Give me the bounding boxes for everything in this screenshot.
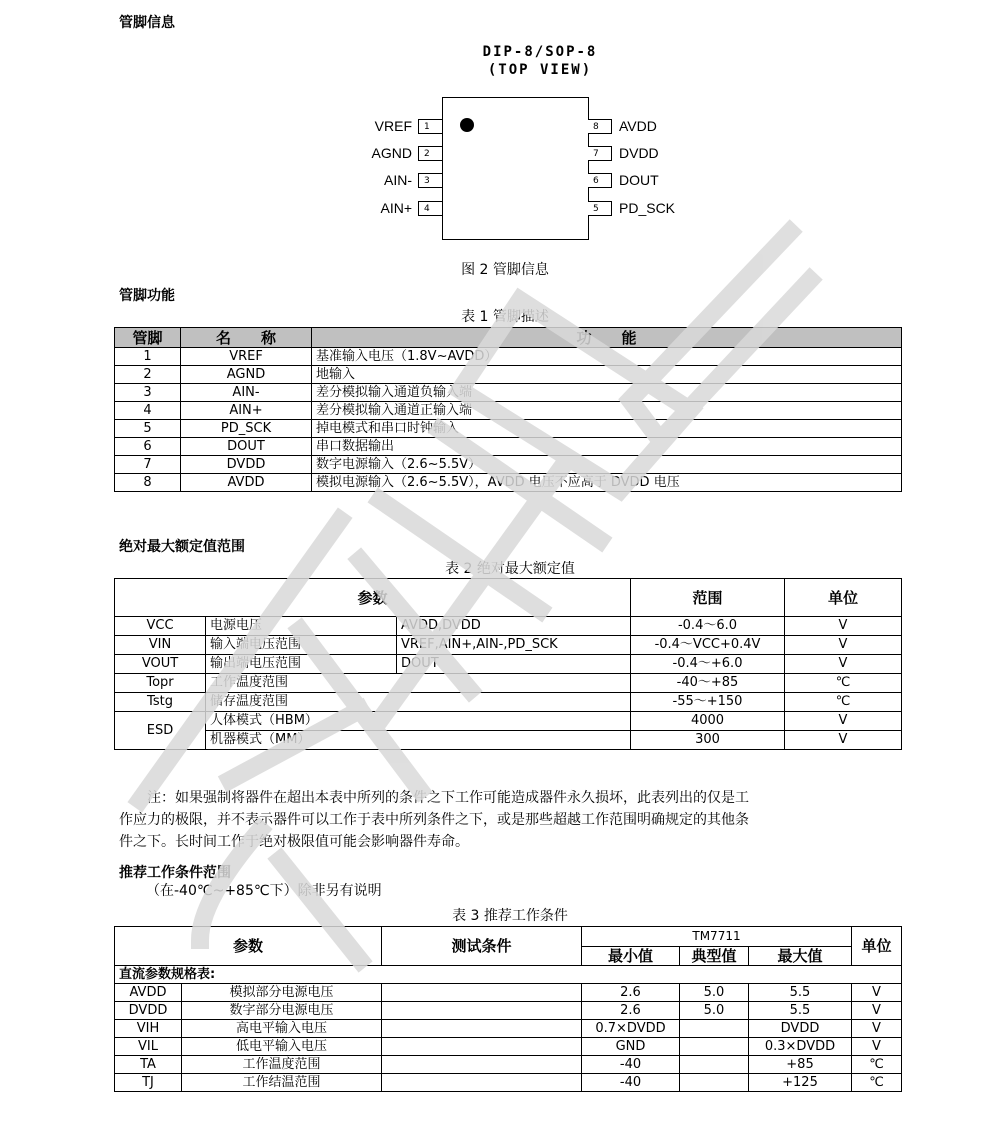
cell-name: AVDD bbox=[181, 474, 312, 492]
cell-description: 高电平输入电压 bbox=[182, 1020, 382, 1038]
cell-pins: AVDD,DVDD bbox=[397, 617, 631, 636]
cell-typ bbox=[680, 1056, 749, 1074]
cell-unit: V bbox=[785, 636, 902, 655]
table-row bbox=[115, 1002, 902, 1020]
table-row bbox=[115, 366, 902, 384]
absolute-max-ratings-table bbox=[114, 578, 902, 750]
cell-unit: V bbox=[785, 617, 902, 636]
cell-function: 数字电源输入（2.6~5.5V） bbox=[312, 456, 902, 474]
pin-label-ain-minus: AIN- bbox=[384, 172, 412, 188]
table-row bbox=[115, 348, 902, 366]
cell-unit: V bbox=[852, 1038, 902, 1056]
header-typ: 典型值 bbox=[680, 946, 749, 966]
cell-min: -40 bbox=[582, 1074, 680, 1092]
table-row bbox=[115, 655, 902, 674]
cell-unit: V bbox=[785, 655, 902, 674]
cell-pin: 7 bbox=[115, 456, 181, 474]
cell-range: -0.4～VCC+0.4V bbox=[631, 636, 785, 655]
cell-description: 输出端电压范围 bbox=[206, 655, 397, 674]
cell-symbol: TA bbox=[115, 1056, 182, 1074]
cell-function: 串口数据输出 bbox=[312, 438, 902, 456]
cell-range: 300 bbox=[631, 731, 785, 750]
cell-max: +125 bbox=[749, 1074, 852, 1092]
note-line-3: 件之下。长时间工作于绝对极限值可能会影响器件寿命。 bbox=[119, 834, 469, 850]
table-row bbox=[115, 617, 902, 636]
table1-caption: 表 1 管脚描述 bbox=[461, 309, 549, 325]
table-row bbox=[115, 402, 902, 420]
cell-min: -40 bbox=[582, 1056, 680, 1074]
cell-min: 2.6 bbox=[582, 984, 680, 1002]
cell-range: 4000 bbox=[631, 712, 785, 731]
pin-label-dvdd: DVDD bbox=[619, 145, 659, 161]
header-range: 范围 bbox=[631, 579, 785, 617]
cell-name: AGND bbox=[181, 366, 312, 384]
table-row bbox=[115, 474, 902, 492]
cell-typ bbox=[680, 1038, 749, 1056]
cell-unit: ℃ bbox=[785, 674, 902, 693]
cell-condition bbox=[382, 1020, 582, 1038]
header-device: TM7711 bbox=[582, 927, 852, 947]
cell-name: DVDD bbox=[181, 456, 312, 474]
table-row bbox=[115, 984, 902, 1002]
cell-name: AIN- bbox=[181, 384, 312, 402]
cell-typ: 5.0 bbox=[680, 1002, 749, 1020]
cell-unit: V bbox=[852, 1002, 902, 1020]
cell-function: 模拟电源输入（2.6~5.5V），AVDD 电压不应高于 DVDD 电压 bbox=[312, 474, 902, 492]
recommended-note: （在-40℃~+85℃下）除非另有说明 bbox=[146, 883, 382, 899]
pin1-marker-dot bbox=[460, 118, 474, 132]
cell-max: +85 bbox=[749, 1056, 852, 1074]
cell-unit: V bbox=[785, 712, 902, 731]
pin-box-5: 5 bbox=[588, 201, 612, 216]
abs-max-heading: 绝对最大额定值范围 bbox=[119, 539, 245, 555]
cell-pins: DOUT bbox=[397, 655, 631, 674]
cell-pin: 3 bbox=[115, 384, 181, 402]
cell-pins: VREF,AIN+,AIN-,PD_SCK bbox=[397, 636, 631, 655]
note-line-2: 作应力的极限，并不表示器件可以工作于表中所列条件之下，或是那些超越工作范围明确规定的其他条 bbox=[119, 812, 749, 828]
package-title bbox=[420, 43, 660, 79]
header-name: 名 称 bbox=[181, 328, 312, 348]
pin-function-heading: 管脚功能 bbox=[119, 288, 175, 304]
header-function: 功 能 bbox=[312, 328, 902, 348]
cell-description: 工作结温范围 bbox=[182, 1074, 382, 1092]
cell-unit: ℃ bbox=[852, 1056, 902, 1074]
cell-symbol: DVDD bbox=[115, 1002, 182, 1020]
cell-pin: 6 bbox=[115, 438, 181, 456]
pin-box-3: 3 bbox=[418, 173, 442, 188]
pin-description-table bbox=[114, 327, 902, 492]
cell-unit: V bbox=[852, 1020, 902, 1038]
note-line-1: 注：如果强制将器件在超出本表中所列的条件之下工作可能造成器件永久损坏，此表列出的仅是工 bbox=[147, 790, 749, 806]
cell-range: -0.4～6.0 bbox=[631, 617, 785, 636]
pin-label-avdd: AVDD bbox=[619, 118, 657, 134]
cell-function: 差分模拟输入通道负输入端 bbox=[312, 384, 902, 402]
cell-description: 输入端电压范围 bbox=[206, 636, 397, 655]
pin-label-ain-plus: AIN+ bbox=[380, 200, 412, 216]
cell-symbol: ESD bbox=[115, 712, 206, 750]
cell-pin: 2 bbox=[115, 366, 181, 384]
cell-description: 储存温度范围 bbox=[206, 693, 631, 712]
cell-symbol: VIL bbox=[115, 1038, 182, 1056]
header-pin: 管脚 bbox=[115, 328, 181, 348]
cell-condition bbox=[382, 1038, 582, 1056]
cell-max: 5.5 bbox=[749, 984, 852, 1002]
cell-min: 0.7×DVDD bbox=[582, 1020, 680, 1038]
package-title-line2: (TOP VIEW) bbox=[487, 62, 593, 78]
header-test-condition: 测试条件 bbox=[382, 927, 582, 966]
table-row bbox=[115, 1056, 902, 1074]
pin-box-1: 1 bbox=[418, 119, 442, 134]
header-unit: 单位 bbox=[785, 579, 902, 617]
cell-pin: 1 bbox=[115, 348, 181, 366]
cell-max: 0.3×DVDD bbox=[749, 1038, 852, 1056]
cell-symbol: VIH bbox=[115, 1020, 182, 1038]
pin-box-8: 8 bbox=[588, 119, 612, 134]
cell-range: -40～+85 bbox=[631, 674, 785, 693]
pin-box-4: 4 bbox=[418, 201, 442, 216]
table-header-row bbox=[115, 328, 902, 348]
pin-box-2: 2 bbox=[418, 146, 442, 161]
pin-box-7: 7 bbox=[588, 146, 612, 161]
table-row bbox=[115, 1038, 902, 1056]
cell-max: 5.5 bbox=[749, 1002, 852, 1020]
cell-unit: V bbox=[785, 731, 902, 750]
cell-symbol: AVDD bbox=[115, 984, 182, 1002]
cell-name: AIN+ bbox=[181, 402, 312, 420]
cell-min: 2.6 bbox=[582, 1002, 680, 1020]
cell-name: VREF bbox=[181, 348, 312, 366]
cell-description: 电源电压 bbox=[206, 617, 397, 636]
cell-symbol: VCC bbox=[115, 617, 206, 636]
table-row bbox=[115, 693, 902, 712]
cell-condition bbox=[382, 1002, 582, 1020]
cell-description: 数字部分电源电压 bbox=[182, 1002, 382, 1020]
pin-box-6: 6 bbox=[588, 173, 612, 188]
table2-caption: 表 2 绝对最大额定值 bbox=[445, 561, 575, 577]
cell-function: 差分模拟输入通道正输入端 bbox=[312, 402, 902, 420]
table-row bbox=[115, 1020, 902, 1038]
table-header-row bbox=[115, 579, 902, 617]
header-unit: 单位 bbox=[852, 927, 902, 966]
header-min: 最小值 bbox=[582, 946, 680, 966]
cell-condition bbox=[382, 1074, 582, 1092]
note-paragraph bbox=[119, 787, 909, 853]
header-max: 最大值 bbox=[749, 946, 852, 966]
pin-label-dout: DOUT bbox=[619, 172, 659, 188]
section-row bbox=[115, 966, 902, 984]
pin-label-agnd: AGND bbox=[371, 145, 412, 161]
pin-label-pd-sck: PD_SCK bbox=[619, 200, 676, 216]
cell-description: 工作温度范围 bbox=[182, 1056, 382, 1074]
table-row bbox=[115, 636, 902, 655]
cell-max: DVDD bbox=[749, 1020, 852, 1038]
cell-symbol: Tstg bbox=[115, 693, 206, 712]
cell-description: 机器模式（MM） bbox=[206, 731, 631, 750]
cell-function: 基准输入电压（1.8V~AVDD） bbox=[312, 348, 902, 366]
table-row bbox=[115, 731, 902, 750]
cell-min: GND bbox=[582, 1038, 680, 1056]
cell-typ bbox=[680, 1020, 749, 1038]
cell-symbol: Topr bbox=[115, 674, 206, 693]
table-row bbox=[115, 674, 902, 693]
recommended-conditions-table bbox=[114, 926, 902, 1092]
cell-range: -0.4～+6.0 bbox=[631, 655, 785, 674]
figure-caption: 图 2 管脚信息 bbox=[461, 262, 549, 278]
pin-info-heading: 管脚信息 bbox=[119, 15, 175, 31]
table-row bbox=[115, 438, 902, 456]
cell-pin: 8 bbox=[115, 474, 181, 492]
cell-typ: 5.0 bbox=[680, 984, 749, 1002]
cell-description: 工作温度范围 bbox=[206, 674, 631, 693]
table-row bbox=[115, 456, 902, 474]
cell-condition bbox=[382, 984, 582, 1002]
table-header-row bbox=[115, 927, 902, 947]
cell-description: 人体模式（HBM） bbox=[206, 712, 631, 731]
table-row bbox=[115, 1074, 902, 1092]
cell-typ bbox=[680, 1074, 749, 1092]
cell-function: 地输入 bbox=[312, 366, 902, 384]
cell-symbol: VOUT bbox=[115, 655, 206, 674]
cell-symbol: TJ bbox=[115, 1074, 182, 1092]
table-row bbox=[115, 420, 902, 438]
package-title-line1: DIP-8/SOP-8 bbox=[482, 44, 598, 60]
cell-unit: ℃ bbox=[852, 1074, 902, 1092]
cell-condition bbox=[382, 1056, 582, 1074]
cell-pin: 5 bbox=[115, 420, 181, 438]
dc-spec-section-label: 直流参数规格表: bbox=[115, 966, 902, 984]
cell-function: 掉电模式和串口时钟输入 bbox=[312, 420, 902, 438]
cell-description: 模拟部分电源电压 bbox=[182, 984, 382, 1002]
cell-unit: ℃ bbox=[785, 693, 902, 712]
table-row bbox=[115, 384, 902, 402]
cell-name: DOUT bbox=[181, 438, 312, 456]
cell-pin: 4 bbox=[115, 402, 181, 420]
cell-unit: V bbox=[852, 984, 902, 1002]
header-parameter: 参数 bbox=[115, 927, 382, 966]
cell-range: -55～+150 bbox=[631, 693, 785, 712]
cell-description: 低电平输入电压 bbox=[182, 1038, 382, 1056]
pin-label-vref: VREF bbox=[374, 118, 412, 134]
cell-name: PD_SCK bbox=[181, 420, 312, 438]
table-row bbox=[115, 712, 902, 731]
recommended-heading: 推荐工作条件范围 bbox=[119, 865, 231, 881]
cell-symbol: VIN bbox=[115, 636, 206, 655]
table3-caption: 表 3 推荐工作条件 bbox=[452, 908, 568, 924]
header-parameter: 参数 bbox=[115, 579, 631, 617]
